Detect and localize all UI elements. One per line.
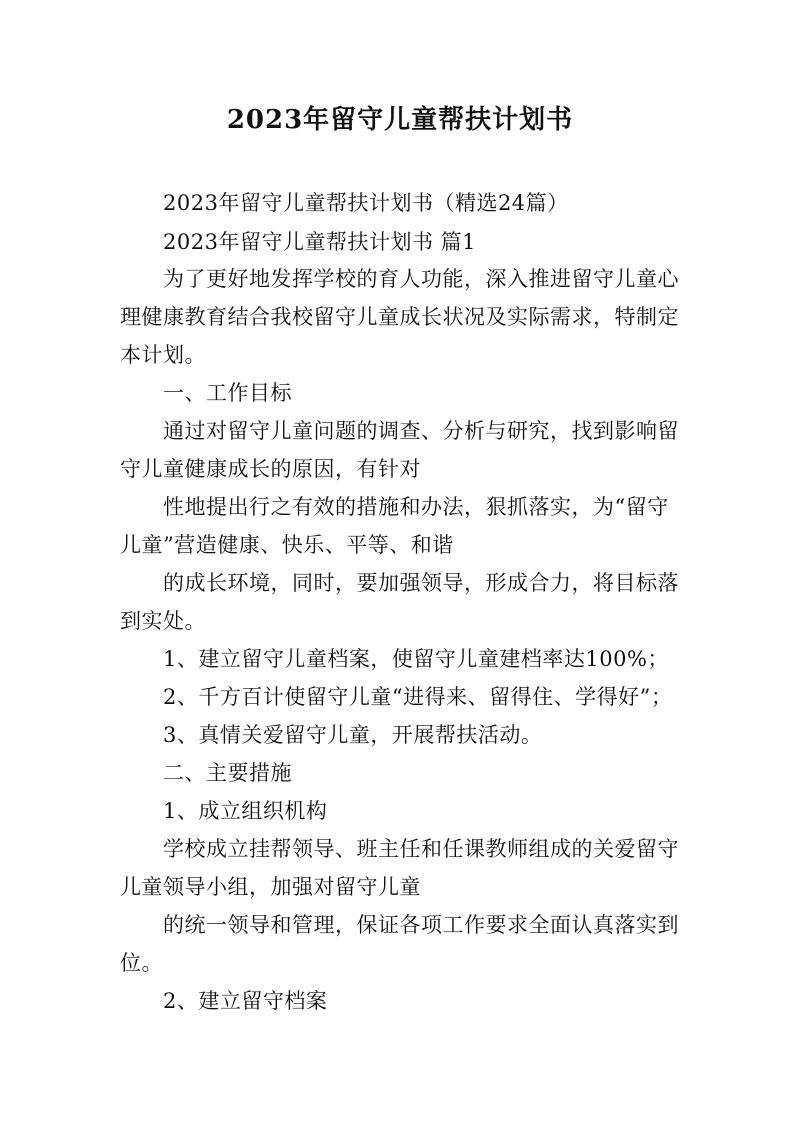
paragraph-line: 为了更好地发挥学校的育人功能，深入推进留守儿童心 [163,267,679,291]
section-heading: 2023年留守儿童帮扶计划书 篇1 [163,230,476,254]
list-item: 3、真情关爱留守儿童，开展帮扶活动。 [163,723,543,747]
paragraph-line: 的统一领导和管理，保证各项工作要求全面认真落实到 [163,913,679,937]
paragraph-line: 学校成立挂帮领导、班主任和任课教师组成的关爱留守 [163,837,679,861]
subtitle-line: 2023年留守儿童帮扶计划书（精选24篇） [163,191,569,215]
paragraph-line: 到实处。 [120,609,206,633]
paragraph-line: 通过对留守儿童问题的调查、分析与研究，找到影响留 [163,419,679,443]
paragraph-line: 儿童领导小组，加强对留守儿童 [120,875,421,899]
paragraph-line: 位。 [120,951,163,975]
subheading: 2、建立留守档案 [163,989,328,1013]
paragraph-line: 儿童”营造健康、快乐、平等、和谐 [120,533,454,557]
list-item: 2、千方百计使留守儿童“进得来、留得住、学得好”； [163,685,673,709]
heading-measures: 二、主要措施 [163,761,292,785]
paragraph-line: 的成长环境，同时，要加强领导，形成合力，将目标落 [163,571,679,595]
list-item: 1、建立留守儿童档案，使留守儿童建档率达100%； [163,647,669,671]
paragraph-line: 守儿童健康成长的原因，有针对 [120,457,421,481]
paragraph-line: 本计划。 [120,343,206,367]
document-title: 2023年留守儿童帮扶计划书 [226,105,574,135]
paragraph-line: 性地提出行之有效的措施和办法，狠抓落实，为“留守 [163,495,669,519]
subheading: 1、成立组织机构 [163,799,328,823]
paragraph-line: 理健康教育结合我校留守儿童成长状况及实际需求，特制定 [120,305,679,329]
heading-goals: 一、工作目标 [163,381,292,405]
